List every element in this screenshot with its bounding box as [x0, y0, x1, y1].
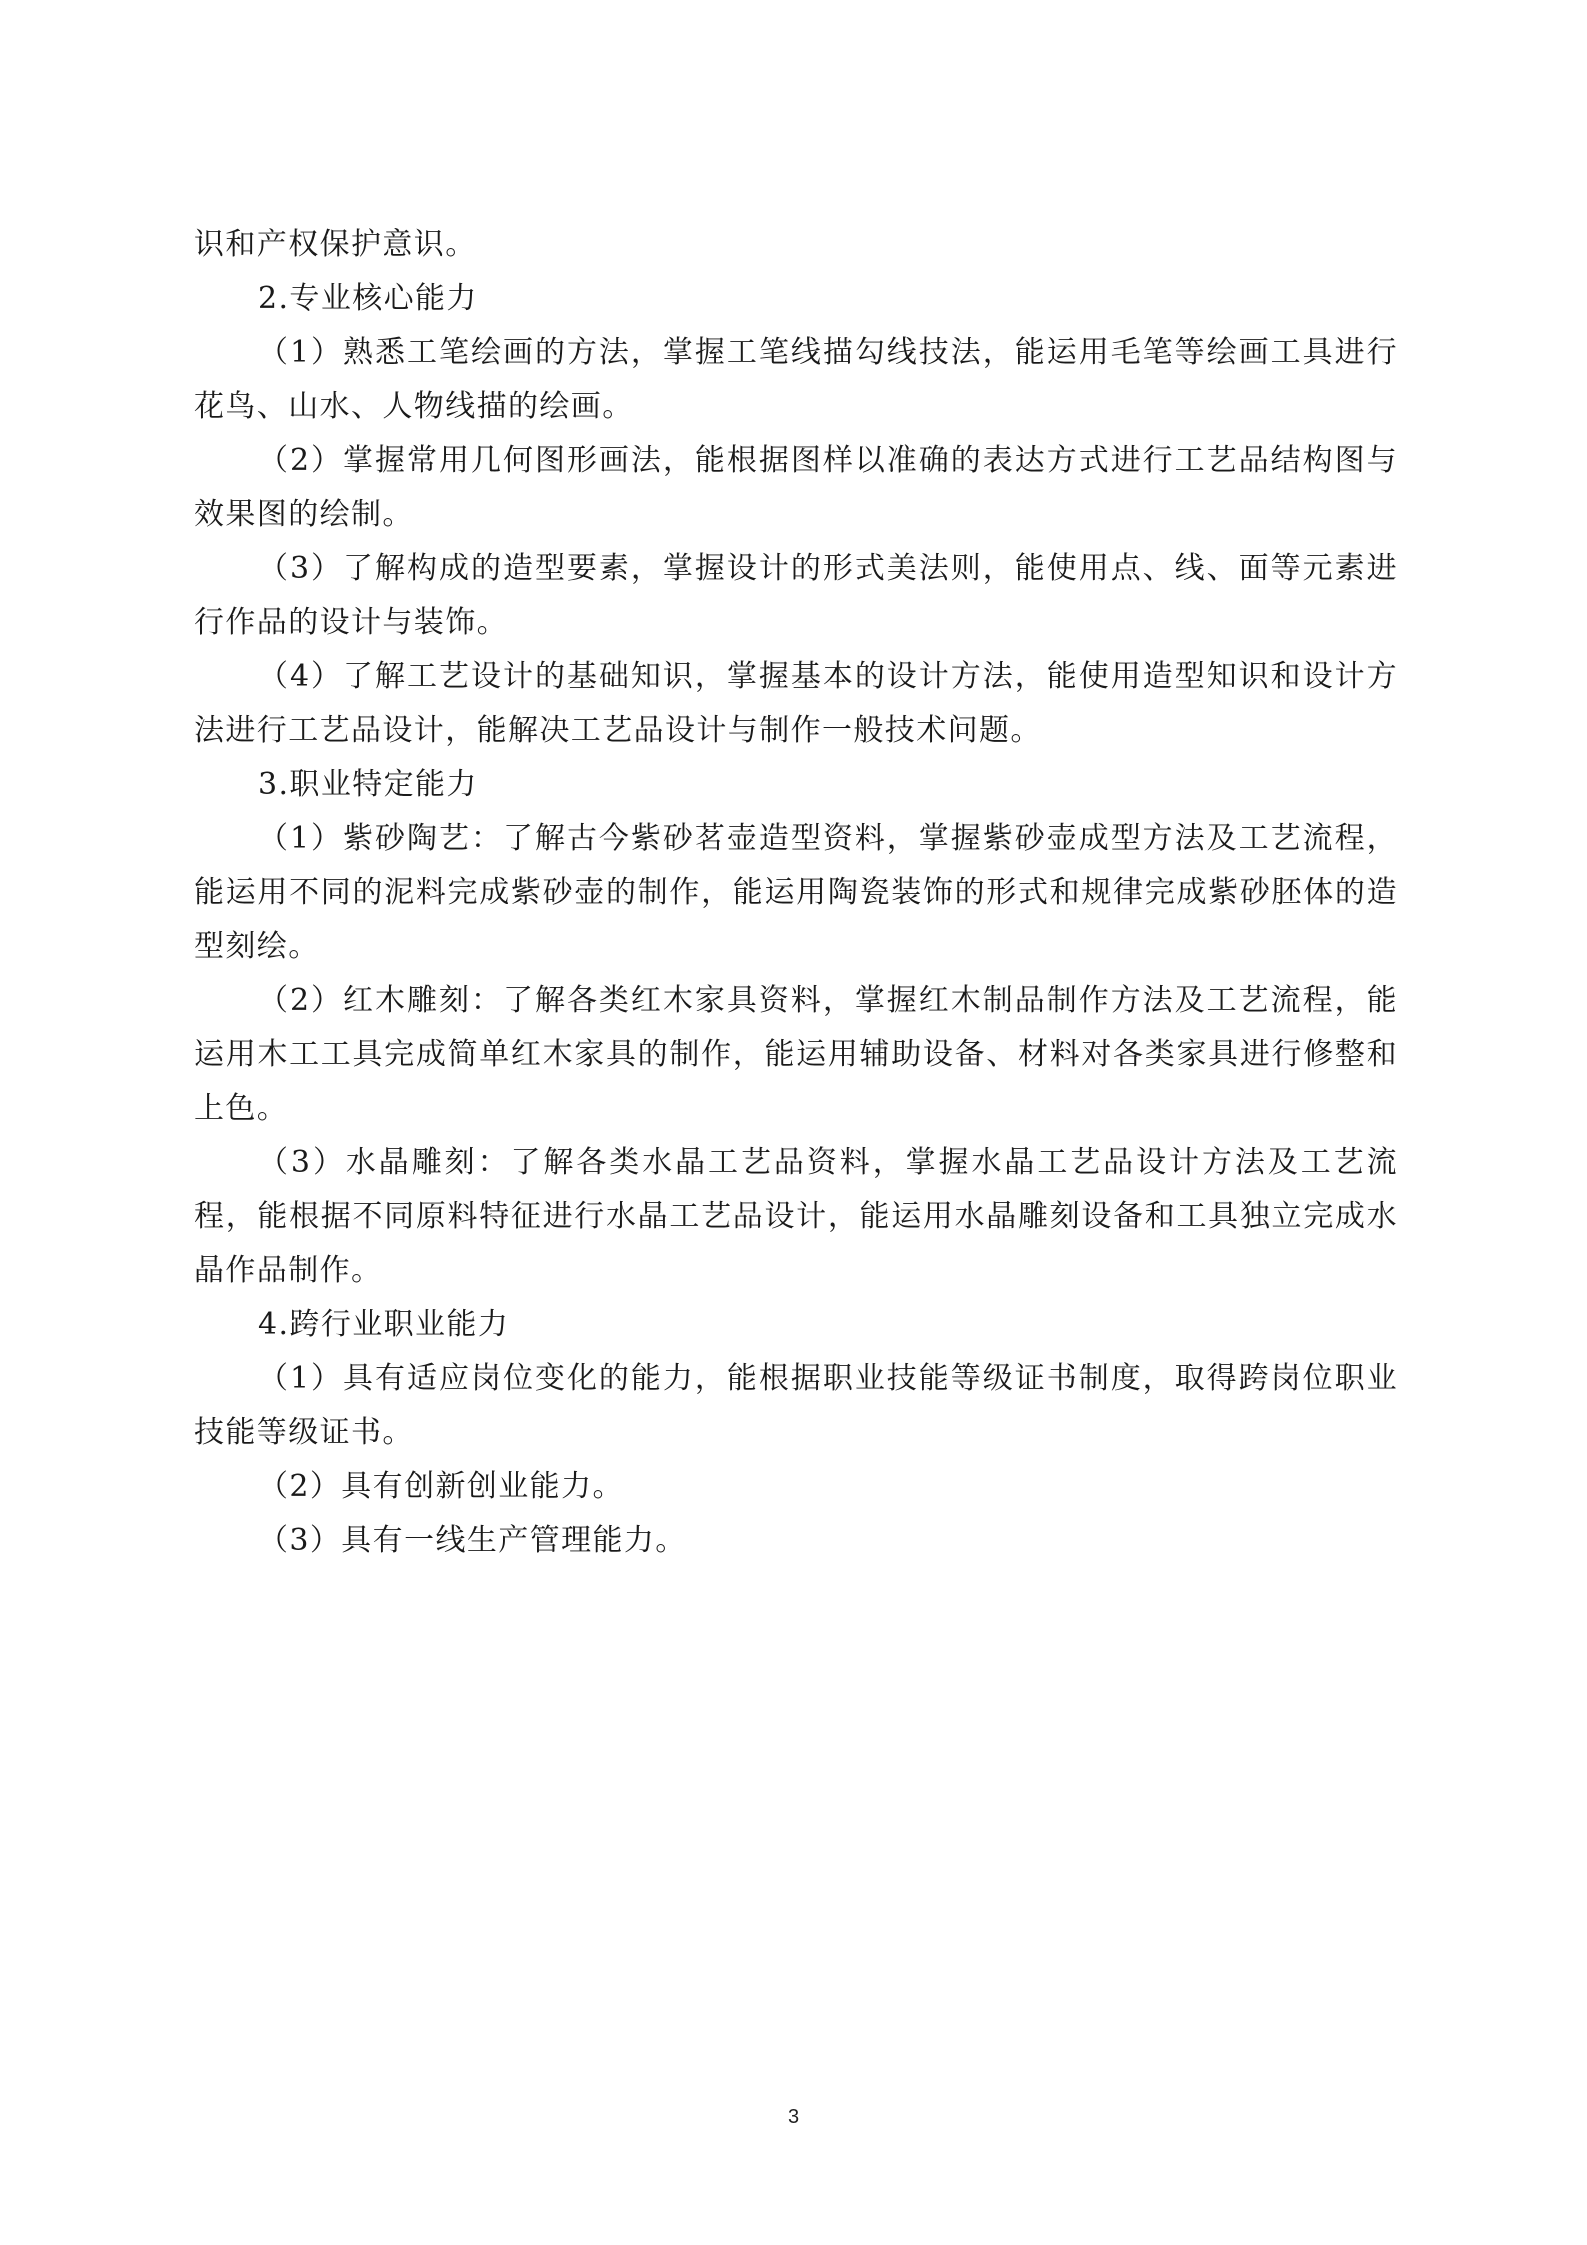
list-item: （3）具有一线生产管理能力。: [258, 1523, 687, 1558]
document-body: [194, 218, 1398, 1568]
section-heading-cross-industry-abilities: 4.跨行业职业能力: [258, 1307, 510, 1342]
page-number: 3: [787, 2106, 800, 2128]
list-item: （2）红木雕刻：了解各类红木家具资料，掌握红木制品制作方法及工艺流程，能运用木工工具完成简单红木家具的制作，能运用辅助设备、材料对各类家具进行修整和上色。: [194, 983, 1398, 1126]
list-item: （1）具有适应岗位变化的能力，能根据职业技能等级证书制度，取得跨岗位职业技能等级证书。: [194, 1361, 1398, 1450]
list-item: （1）紫砂陶艺：了解古今紫砂茗壶造型资料，掌握紫砂壶成型方法及工艺流程，能运用不同的泥料完成紫砂壶的制作，能运用陶瓷装饰的形式和规律完成紫砂胚体的造型刻绘。: [194, 821, 1398, 964]
list-item: （2）掌握常用几何图形画法，能根据图样以准确的表达方式进行工艺品结构图与效果图的绘制。: [194, 443, 1398, 532]
section-heading-specific-abilities: 3.职业特定能力: [258, 767, 478, 802]
list-item: （2）具有创新创业能力。: [258, 1469, 624, 1504]
list-item: （3）水晶雕刻：了解各类水晶工艺品资料，掌握水晶工艺品设计方法及工艺流程，能根据不同原料特征进行水晶工艺品设计，能运用水晶雕刻设备和工具独立完成水晶作品制作。: [194, 1145, 1398, 1288]
list-item: （1）熟悉工笔绘画的方法，掌握工笔线描勾线技法，能运用毛笔等绘画工具进行花鸟、山水、人物线描的绘画。: [194, 335, 1398, 424]
section-heading-core-abilities: 2.专业核心能力: [258, 281, 478, 316]
list-item: （3）了解构成的造型要素，掌握设计的形式美法则，能使用点、线、面等元素进行作品的设计与装饰。: [194, 551, 1398, 640]
list-item: （4）了解工艺设计的基础知识，掌握基本的设计方法，能使用造型知识和设计方法进行工艺品设计，能解决工艺品设计与制作一般技术问题。: [194, 659, 1398, 748]
paragraph-continuation: 识和产权保护意识。: [194, 227, 477, 262]
